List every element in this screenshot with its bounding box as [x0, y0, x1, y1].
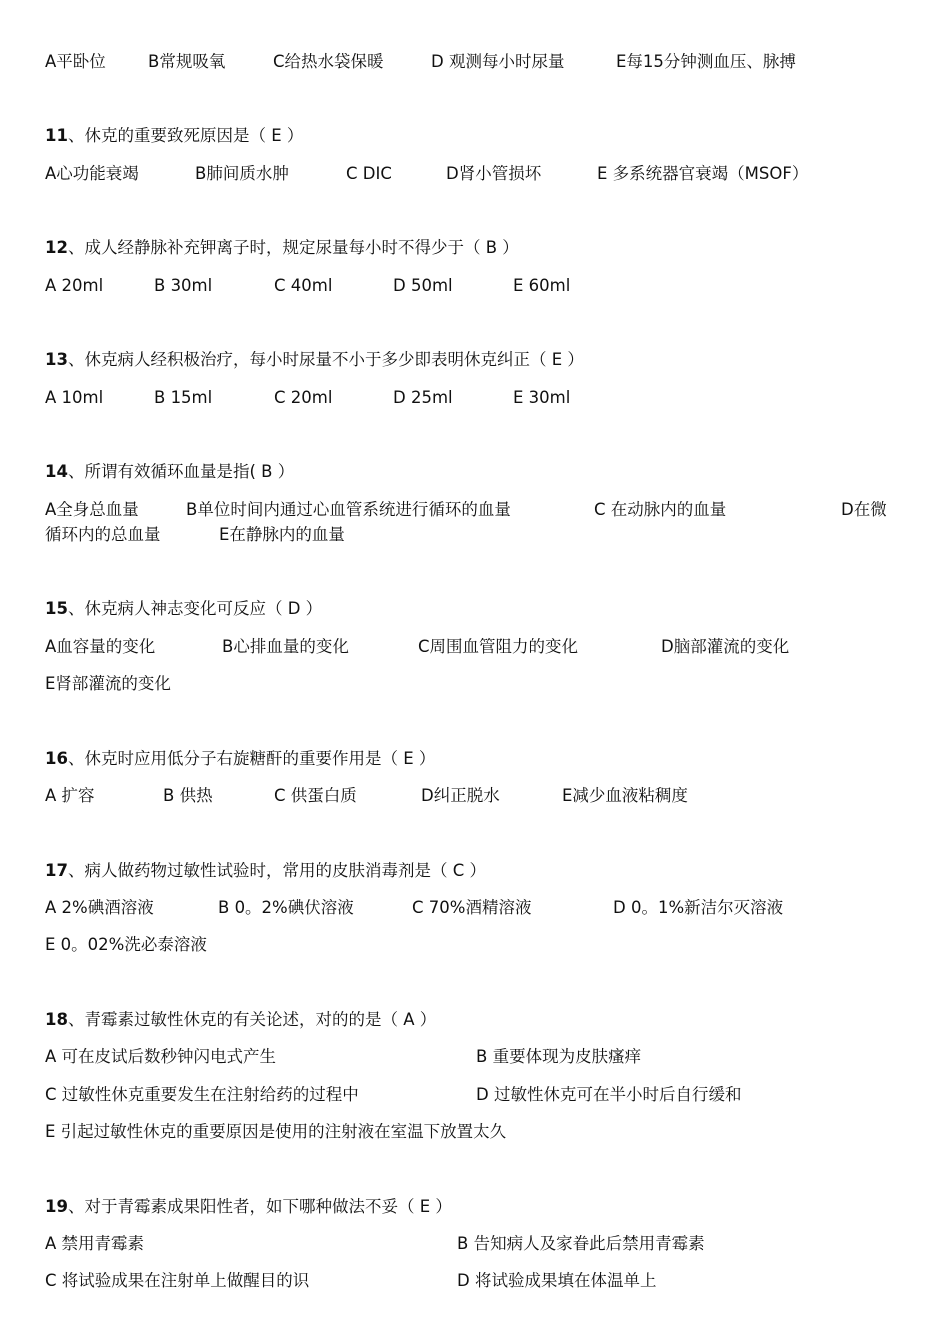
- question-number: 18: [45, 1010, 68, 1029]
- option-d: D 过敏性休克可在半小时后自行缓和: [476, 1085, 742, 1104]
- question-text: 、所谓有效循环血量是指( B ）: [67, 462, 295, 481]
- question-14: [45, 460, 294, 484]
- question-number: 15: [45, 599, 68, 618]
- option-d: D 50ml: [393, 276, 453, 295]
- question-number: 12: [45, 238, 68, 257]
- option-a: A 禁用青霉素: [45, 1234, 145, 1253]
- question-number: 16: [45, 749, 68, 768]
- question-number: 14: [45, 462, 68, 481]
- option-e: E 引起过敏性休克的重要原因是使用的注射液在室温下放置太久: [45, 1122, 507, 1141]
- option-e: E在静脉内的血量: [219, 525, 345, 544]
- question-number: 17: [45, 861, 68, 880]
- option-c: C周围血管阻力的变化: [418, 637, 579, 656]
- option-d: D 将试验成果填在体温单上: [457, 1271, 657, 1290]
- question-text: 、休克病人经积极治疗，每小时尿量不小于多少即表明休克纠正（ E ）: [67, 350, 584, 369]
- question-text: 、病人做药物过敏性试验时，常用的皮肤消毒剂是（ C ）: [67, 861, 486, 880]
- option-b: B 告知病人及家眷此后禁用青霉素: [457, 1234, 705, 1253]
- question-11: [45, 124, 303, 148]
- option-a: A 20ml: [45, 276, 104, 295]
- question-text: 、休克的重要致死原因是（ E ）: [67, 126, 304, 145]
- option-d-continued: 循环内的总血量: [45, 525, 161, 544]
- option-a: A 10ml: [45, 388, 104, 407]
- question-12: [45, 236, 519, 260]
- option-b: B 30ml: [154, 276, 213, 295]
- option-b: B 0。2%碘伏溶液: [218, 898, 354, 917]
- option-a: A全身总血量: [45, 500, 139, 519]
- option-d: D 观测每小时尿量: [431, 52, 565, 71]
- option-c: C 20ml: [274, 388, 333, 407]
- question-number: 19: [45, 1197, 68, 1216]
- option-c: C DIC: [346, 164, 392, 183]
- option-e: E 60ml: [513, 276, 571, 295]
- option-b: B常规吸氧: [148, 52, 226, 71]
- option-c: C 供蛋白质: [274, 786, 357, 805]
- option-a: A 2%碘酒溶液: [45, 898, 154, 917]
- question-17: [45, 859, 486, 883]
- option-d: D脑部灌流的变化: [661, 637, 790, 656]
- question-text: 、休克病人神志变化可反应（ D ）: [67, 599, 323, 618]
- option-d: D 0。1%新洁尔灭溶液: [613, 898, 784, 917]
- option-c: C给热水袋保暖: [273, 52, 384, 71]
- option-b: B肺间质水肿: [195, 164, 289, 183]
- option-a: A 扩容: [45, 786, 95, 805]
- question-number: 13: [45, 350, 68, 369]
- option-d: D在微: [841, 500, 887, 519]
- option-c: C 将试验成果在注射单上做醒目的识: [45, 1271, 310, 1290]
- option-d: D纠正脱水: [421, 786, 500, 805]
- question-number: 11: [45, 126, 68, 145]
- question-text: 、休克时应用低分子右旋糖酐的重要作用是（ E ）: [67, 749, 436, 768]
- option-e: E每15分钟测血压、脉搏: [616, 52, 796, 71]
- option-e: E肾部灌流的变化: [45, 674, 171, 693]
- question-13: [45, 348, 584, 372]
- option-e: E减少血液粘稠度: [562, 786, 688, 805]
- option-d: D肾小管损坏: [446, 164, 542, 183]
- question-18: [45, 1008, 436, 1032]
- question-19: [45, 1195, 452, 1219]
- option-b: B单位时间内通过心血管系统进行循环的血量: [186, 500, 511, 519]
- option-c: C 在动脉内的血量: [594, 500, 727, 519]
- option-b: B 重要体现为皮肤瘙痒: [476, 1047, 642, 1066]
- question-text: 、青霉素过敏性休克的有关论述，对的的是（ A ）: [67, 1010, 437, 1029]
- option-e: E 0。02%洗必泰溶液: [45, 935, 207, 954]
- question-16: [45, 747, 435, 771]
- option-a: A心功能衰竭: [45, 164, 139, 183]
- option-a: A血容量的变化: [45, 637, 156, 656]
- option-e: E 多系统器官衰竭（MSOF）: [597, 164, 809, 183]
- option-c: C 70%酒精溶液: [412, 898, 532, 917]
- question-text: 、对于青霉素成果阳性者，如下哪种做法不妥（ E ）: [67, 1197, 452, 1216]
- option-c: C 过敏性休克重要发生在注射给药的过程中: [45, 1085, 359, 1104]
- option-b: B 供热: [163, 786, 213, 805]
- option-c: C 40ml: [274, 276, 333, 295]
- option-b: B 15ml: [154, 388, 213, 407]
- option-b: B心排血量的变化: [222, 637, 349, 656]
- question-15: [45, 597, 322, 621]
- question-text: 、成人经静脉补充钾离子时，规定尿量每小时不得少于（ B ）: [67, 238, 519, 257]
- option-e: E 30ml: [513, 388, 571, 407]
- option-d: D 25ml: [393, 388, 453, 407]
- option-a: A平卧位: [45, 52, 106, 71]
- option-a: A 可在皮试后数秒钟闪电式产生: [45, 1047, 277, 1066]
